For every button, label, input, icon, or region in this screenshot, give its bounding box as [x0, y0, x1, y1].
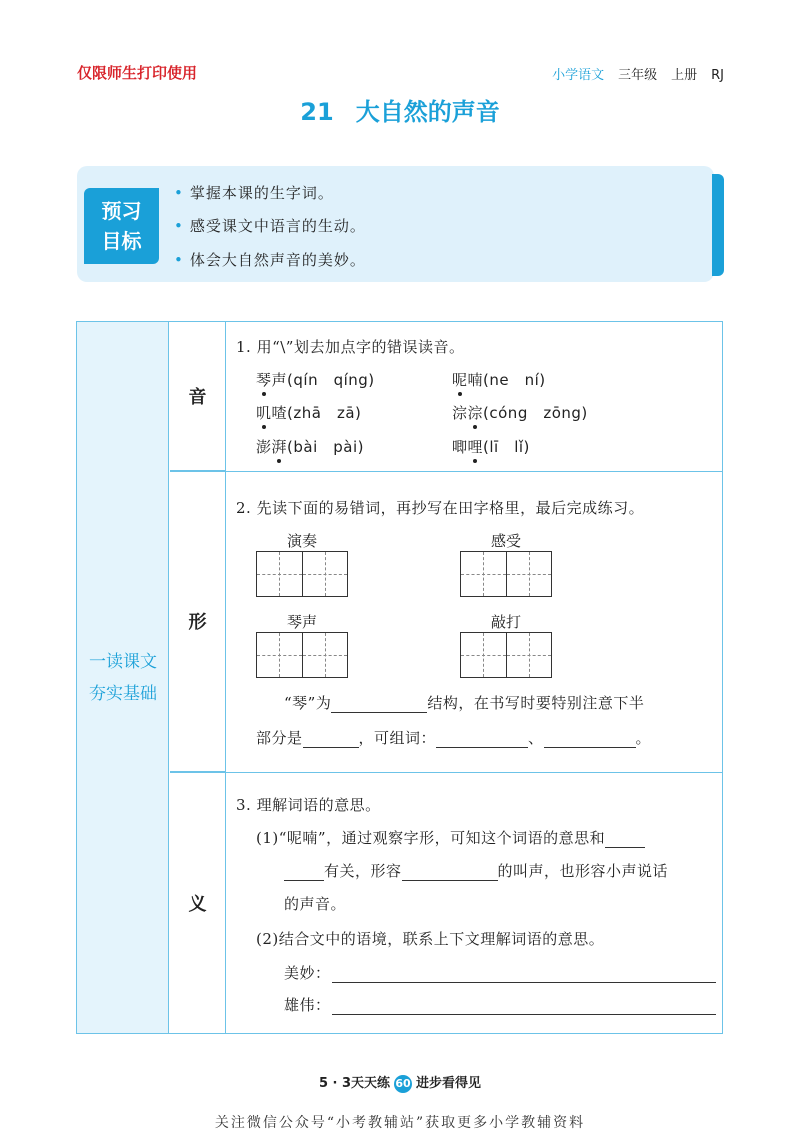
dotted-char: 哩	[467, 438, 484, 456]
q2-line2	[256, 727, 651, 748]
goal-item	[174, 215, 366, 236]
bullet-icon: •	[174, 184, 184, 202]
answer-blank[interactable]	[284, 863, 324, 881]
tianzige-grid[interactable]	[256, 632, 348, 678]
goals-badge-line1: 预习	[101, 199, 142, 223]
page-title	[0, 92, 800, 127]
tianzige-grid[interactable]	[256, 551, 348, 597]
answer-line[interactable]	[332, 1014, 716, 1015]
pinyin-item	[256, 402, 361, 423]
pinyin-item	[452, 369, 546, 390]
q3-prompt: 3. 理解词语的意思。	[236, 796, 381, 814]
dotted-char: 叽	[256, 404, 272, 422]
footer-slogan: 进步看得见	[416, 1076, 482, 1091]
grade-label: 三年级	[618, 68, 658, 83]
answer-blank[interactable]	[605, 830, 645, 848]
word-char: 澎	[256, 438, 272, 456]
q2-text: 、	[528, 729, 544, 747]
q1-prompt: 1. 用“\”划去加点字的错误读音。	[236, 338, 465, 356]
goals-badge	[84, 188, 159, 264]
pinyin-options[interactable]: (ne ní)	[483, 371, 546, 389]
subject-label: 小学语文	[552, 68, 605, 83]
pinyin-item	[452, 402, 588, 423]
edition-label: RJ	[711, 68, 724, 83]
word-char: 淙	[452, 404, 468, 422]
answer-blank[interactable]	[402, 863, 498, 881]
word-char: 唧	[452, 438, 468, 456]
tianzige-grid[interactable]	[460, 632, 552, 678]
goal-item	[174, 249, 366, 270]
goal-text: 体会大自然声音的美妙。	[189, 251, 366, 269]
goal-text: 感受课文中语言的生动。	[189, 217, 366, 235]
lesson-title: 大自然的声音	[355, 98, 500, 126]
lesson-number: 21	[300, 98, 334, 126]
dotted-char: 呢	[452, 371, 468, 389]
footer-brand: 5 · 3天天练	[318, 1076, 391, 1091]
answer-blank[interactable]	[544, 730, 636, 748]
bottom-note: 关注微信公众号“小考教辅站”获取更多小学教辅资料	[214, 1115, 586, 1131]
word-char: 喃	[467, 371, 484, 389]
grid-word-label: 感受	[490, 532, 521, 550]
q3-sub1-line3: 的声音。	[284, 895, 347, 913]
category-sound-label: 音	[188, 387, 207, 408]
answer-blank[interactable]	[436, 730, 528, 748]
q3-text: 的叫声，也形容小声说话	[497, 862, 669, 880]
page-footer	[0, 1072, 800, 1093]
goals-panel	[77, 166, 714, 282]
q2-line1	[284, 692, 644, 713]
q2-text: ，可组词：	[358, 729, 437, 747]
q2-text: 部分是	[256, 729, 303, 747]
pinyin-item	[452, 436, 530, 457]
grid-word-label: 演奏	[286, 532, 317, 550]
q3-word2-label: 雄伟：	[284, 996, 331, 1014]
bullet-icon: •	[174, 251, 184, 269]
pinyin-options[interactable]: (cóng zōng)	[483, 404, 588, 422]
answer-line[interactable]	[332, 982, 716, 983]
dotted-char: 琴	[256, 371, 272, 389]
q3-sub1-line2	[284, 860, 668, 881]
pinyin-options[interactable]: (zhā zā)	[287, 404, 362, 422]
goals-panel-tab	[712, 174, 724, 276]
category-meaning-label: 义	[188, 893, 207, 915]
bullet-icon: •	[174, 217, 184, 235]
q2-text: 结构，在书写时要特别注意下半	[427, 694, 645, 712]
q3-text: 有关，形容	[324, 862, 402, 880]
word-char: 喳	[271, 404, 288, 422]
pinyin-options[interactable]: (lī lǐ)	[483, 438, 530, 456]
answer-blank[interactable]	[303, 730, 359, 748]
pinyin-item	[256, 369, 375, 390]
dotted-char: 淙	[467, 404, 484, 422]
goal-item	[174, 182, 334, 203]
pinyin-item	[256, 436, 364, 457]
q2-prompt: 2. 先读下面的易错词，再抄写在田字格里，最后完成练习。	[236, 499, 645, 517]
q3-sub2: (2)结合文中的语境，联系上下文理解词语的意思。	[256, 930, 605, 948]
volume-label: 上册	[671, 68, 698, 83]
answer-blank[interactable]	[331, 695, 427, 713]
section-label-line1: 一读课文	[89, 652, 157, 672]
section-label-line2: 夯实基础	[89, 684, 157, 704]
tianzige-grid[interactable]	[460, 551, 552, 597]
word-char: 声	[271, 371, 288, 389]
q3-word1-label: 美妙：	[284, 964, 331, 982]
goals-badge-line2: 目标	[101, 229, 142, 253]
goal-text: 掌握本课的生字词。	[189, 184, 334, 202]
dotted-char: 湃	[271, 438, 288, 456]
page-number: 60	[394, 1075, 412, 1093]
category-form-label: 形	[188, 612, 207, 633]
pinyin-options[interactable]: (bài pài)	[287, 438, 364, 456]
q3-text: (1)“呢喃”，通过观察字形，可知这个词语的意思和	[256, 829, 606, 847]
q3-sub1-line1	[256, 827, 645, 848]
q2-text: 。	[635, 729, 652, 747]
book-info	[552, 64, 724, 83]
grid-word-label: 琴声	[286, 613, 317, 631]
grid-word-label: 敲打	[490, 613, 521, 631]
q2-text: “琴”为	[284, 694, 332, 712]
print-notice: 仅限师生打印使用	[77, 64, 198, 82]
pinyin-options[interactable]: (qín qíng)	[287, 371, 375, 389]
